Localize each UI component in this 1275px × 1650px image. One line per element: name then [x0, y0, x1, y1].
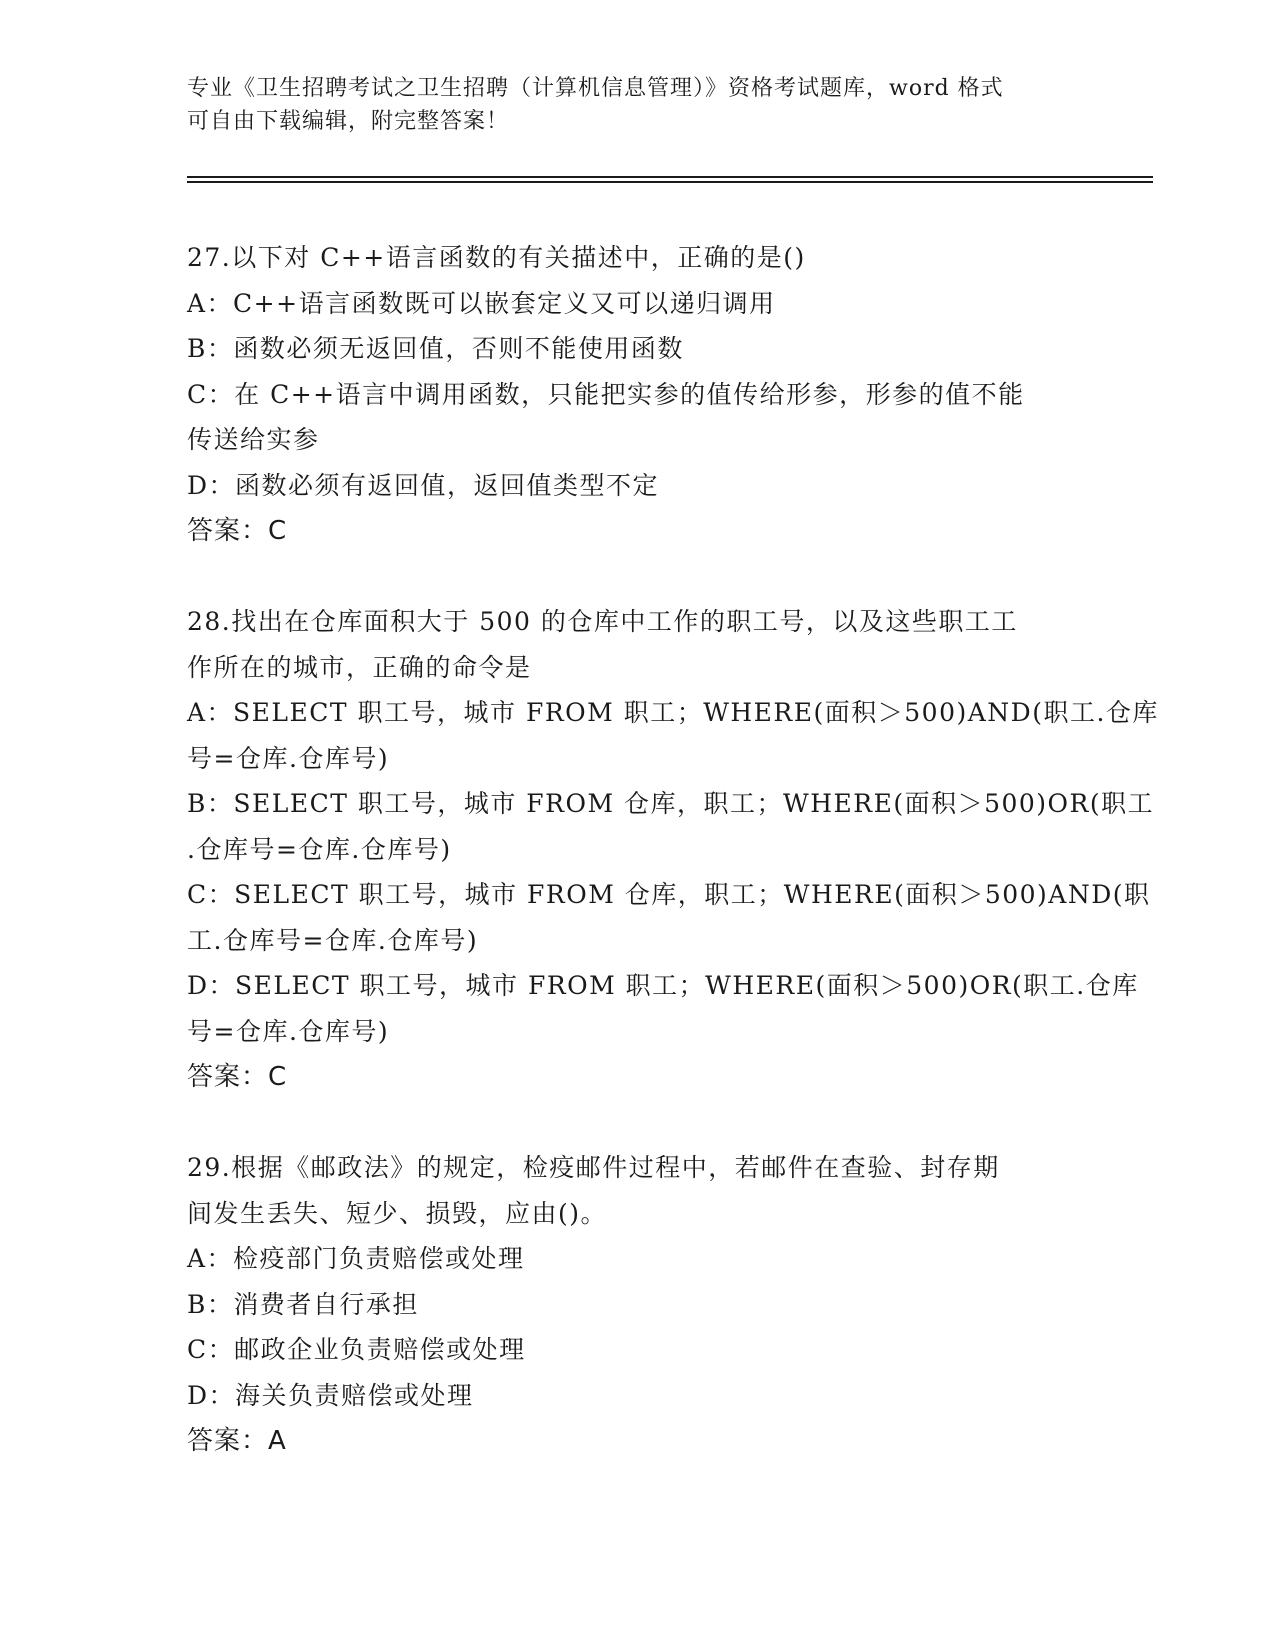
- option-b: B：消费者自行承担: [187, 1289, 419, 1319]
- option-d: D：SELECT 职工号，城市 FROM 职工；WHERE(面积＞500)OR(职工.仓库: [187, 971, 1139, 1000]
- question-list: [187, 235, 1159, 1509]
- option-a: A：SELECT 职工号，城市 FROM 职工；WHERE(面积＞500)AND(职工.仓库: [187, 698, 1159, 727]
- header-divider: [187, 176, 1153, 178]
- option-c-continued: 工.仓库号=仓库.仓库号): [187, 925, 479, 955]
- question-stem: 28.找出在仓库面积大于 500 的仓库中工作的职工号，以及这些职工工: [187, 607, 1018, 636]
- option-b-continued: .仓库号=仓库.仓库号): [187, 834, 452, 864]
- question-stem-continued: 间发生丢失、短少、损毁，应由()。: [187, 1198, 608, 1228]
- question-stem: 27.以下对 C++语言函数的有关描述中，正确的是(): [187, 243, 806, 272]
- header-line: 专业《卫生招聘考试之卫生招聘（计算机信息管理）》资格考试题库，word 格式: [187, 76, 1004, 101]
- answer: 答案：A: [187, 1426, 287, 1456]
- header-line: 可自由下载编辑，附完整答案！: [187, 109, 510, 134]
- document-header: [187, 72, 1067, 138]
- option-b: B：SELECT 职工号，城市 FROM 仓库，职工；WHERE(面积＞500)OR(职工: [187, 789, 1155, 818]
- option-d: D：海关负责赔偿或处理: [187, 1380, 474, 1410]
- option-c: C：SELECT 职工号，城市 FROM 仓库，职工；WHERE(面积＞500)AND(职: [187, 880, 1151, 909]
- option-d: D：函数必须有返回值，返回值类型不定: [187, 470, 660, 500]
- option-c: C：邮政企业负责赔偿或处理: [187, 1335, 526, 1364]
- option-c-continued: 传送给实参: [187, 425, 320, 454]
- question-stem: 29.根据《邮政法》的规定，检疫邮件过程中，若邮件在查验、封存期: [187, 1153, 1000, 1182]
- option-a: A：C++语言函数既可以嵌套定义又可以递归调用: [187, 288, 776, 318]
- question-stem-continued: 作所在的城市，正确的命令是: [187, 652, 532, 682]
- question-28: [187, 599, 1159, 1100]
- option-b: B：函数必须无返回值，否则不能使用函数: [187, 334, 684, 363]
- question-27: [187, 235, 1087, 554]
- answer: 答案：C: [187, 516, 288, 546]
- option-c: C：在 C++语言中调用函数，只能把实参的值传给形参，形参的值不能: [187, 379, 1025, 409]
- option-d-continued: 号=仓库.仓库号): [187, 1016, 390, 1046]
- question-29: [187, 1145, 1087, 1464]
- option-a: A：检疫部门负责赔偿或处理: [187, 1244, 525, 1273]
- answer: 答案：C: [187, 1062, 288, 1092]
- header-divider: [187, 181, 1153, 183]
- option-a-continued: 号=仓库.仓库号): [187, 743, 390, 773]
